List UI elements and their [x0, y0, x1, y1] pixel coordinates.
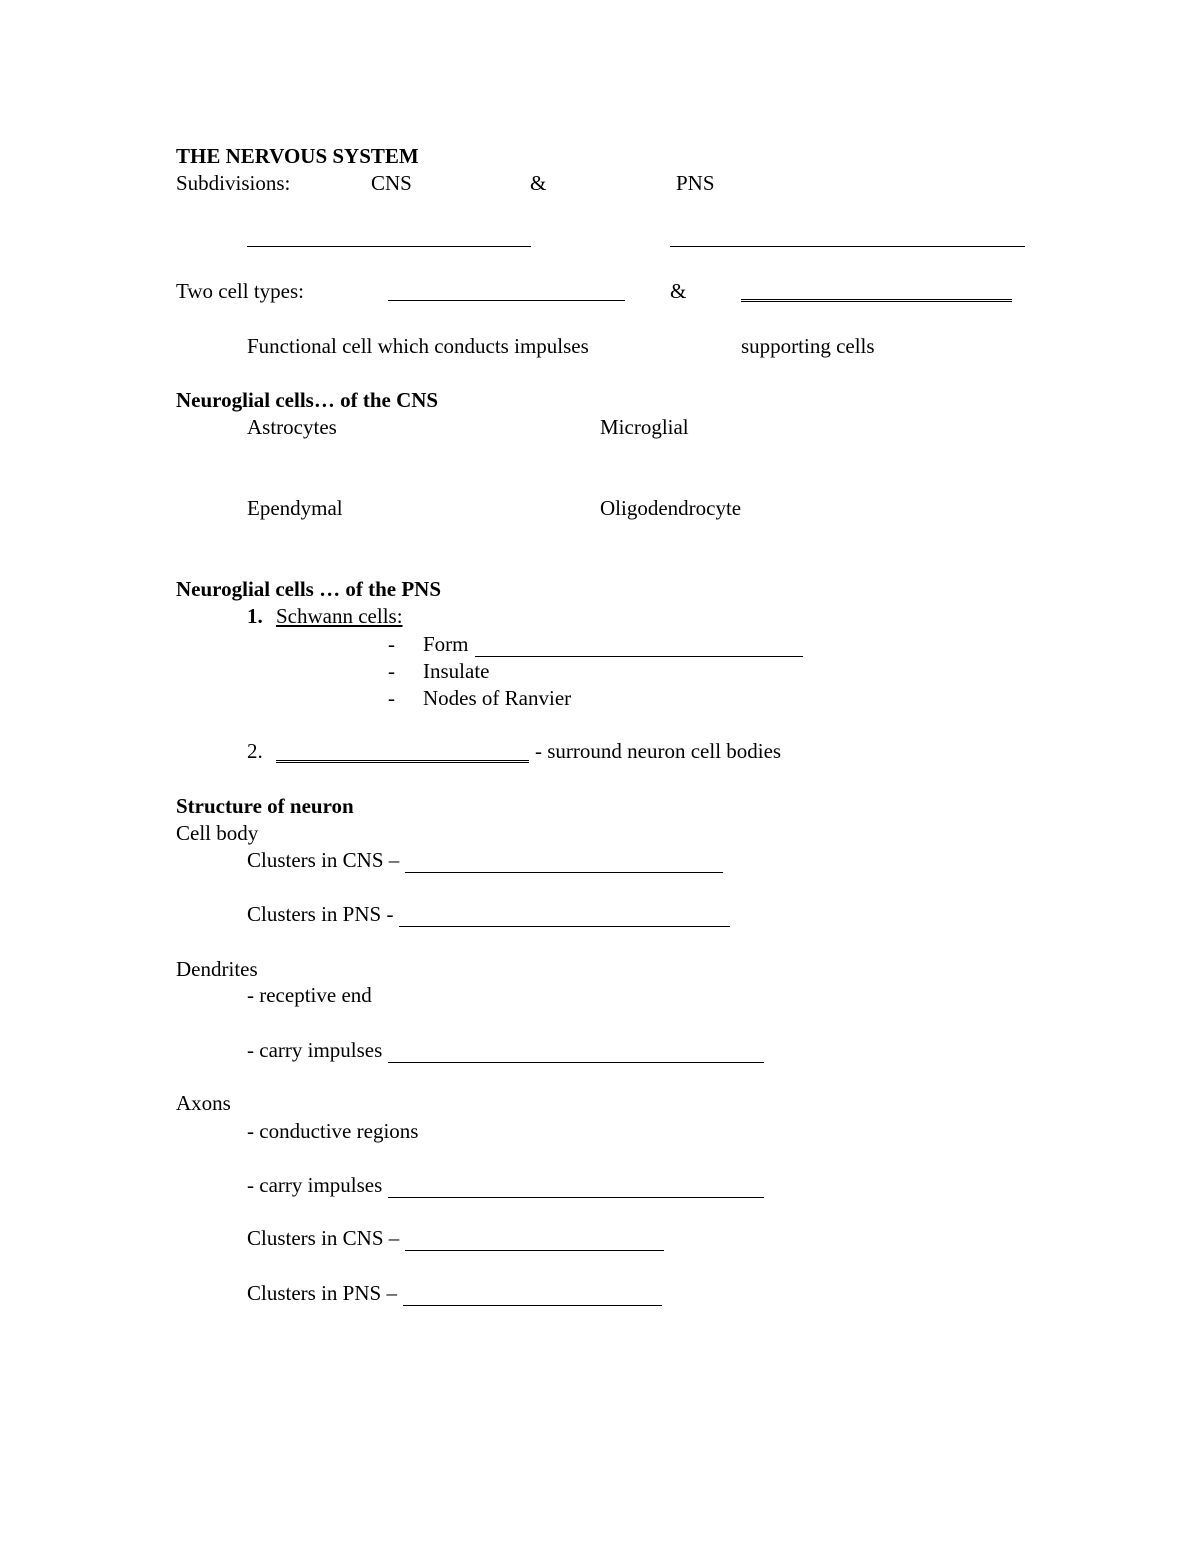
bullet-form-label: Form [423, 632, 469, 656]
axons-cns-row [247, 1225, 664, 1251]
bullet-form [423, 631, 803, 657]
cell-body-heading: Cell body [176, 821, 259, 845]
dendrites-receptive-end: - receptive end [247, 983, 372, 1007]
axons-pns-blank[interactable] [403, 1285, 662, 1306]
glia-item-astrocytes: Astrocytes [247, 415, 337, 439]
axons-pns-row [247, 1280, 662, 1306]
dendrites-carry-label: - carry impulses [247, 1038, 383, 1062]
schwann-cells-label: Schwann cells: [276, 604, 403, 628]
structure-heading: Structure of neuron [176, 794, 354, 818]
axons-heading: Axons [176, 1091, 231, 1115]
glia-item-oligodendrocyte: Oligodendrocyte [600, 496, 742, 520]
cell-body-pns-row [247, 901, 730, 927]
dendrites-carry-row [247, 1037, 764, 1063]
item-2-description: - surround neuron cell bodies [535, 739, 782, 763]
cell-body-cns-blank[interactable] [405, 852, 723, 873]
axons-carry-row [247, 1172, 764, 1198]
form-blank[interactable] [475, 636, 803, 657]
cell-body-pns-label: Clusters in PNS - [247, 902, 394, 926]
ampersand: & [670, 279, 687, 303]
cns-blank[interactable] [247, 246, 531, 247]
axons-cns-blank[interactable] [405, 1230, 664, 1251]
pns-label: PNS [676, 171, 715, 195]
axons-carry-label: - carry impulses [247, 1173, 383, 1197]
page-title: THE NERVOUS SYSTEM [176, 144, 419, 168]
axons-pns-label: Clusters in PNS – [247, 1281, 397, 1305]
cell-types-label: Two cell types: [176, 279, 304, 303]
satellite-cells-blank[interactable] [276, 760, 529, 763]
dendrites-carry-blank[interactable] [388, 1042, 764, 1063]
pns-blank[interactable] [670, 246, 1025, 247]
cns-glia-heading: Neuroglial cells… of the CNS [176, 388, 439, 412]
axons-cns-label: Clusters in CNS – [247, 1226, 400, 1250]
bullet-nodes-of-ranvier: Nodes of Ranvier [423, 686, 572, 710]
subdivisions-label: Subdivisions: [176, 171, 291, 195]
cell-type-1-description: Functional cell which conducts impulses [247, 334, 589, 358]
cell-type-1-blank[interactable] [388, 300, 625, 301]
cell-body-cns-label: Clusters in CNS – [247, 848, 400, 872]
cell-type-2-description: supporting cells [741, 334, 875, 358]
cell-body-pns-blank[interactable] [399, 906, 730, 927]
cell-type-2-blank[interactable] [741, 299, 1012, 302]
item-1-number: 1. [247, 604, 263, 628]
axons-carry-blank[interactable] [388, 1177, 764, 1198]
pns-glia-heading: Neuroglial cells … of the PNS [176, 577, 442, 601]
bullet-dash: - [388, 632, 395, 656]
ampersand: & [530, 171, 547, 195]
bullet-dash: - [388, 686, 395, 710]
bullet-dash: - [388, 659, 395, 683]
cell-body-cns-row [247, 847, 723, 873]
item-2-number: 2. [247, 739, 263, 763]
cns-label: CNS [371, 171, 412, 195]
glia-item-microglial: Microglial [600, 415, 689, 439]
dendrites-heading: Dendrites [176, 957, 258, 981]
axons-conductive-regions: - conductive regions [247, 1119, 419, 1143]
glia-item-ependymal: Ependymal [247, 496, 343, 520]
bullet-insulate: Insulate [423, 659, 490, 683]
